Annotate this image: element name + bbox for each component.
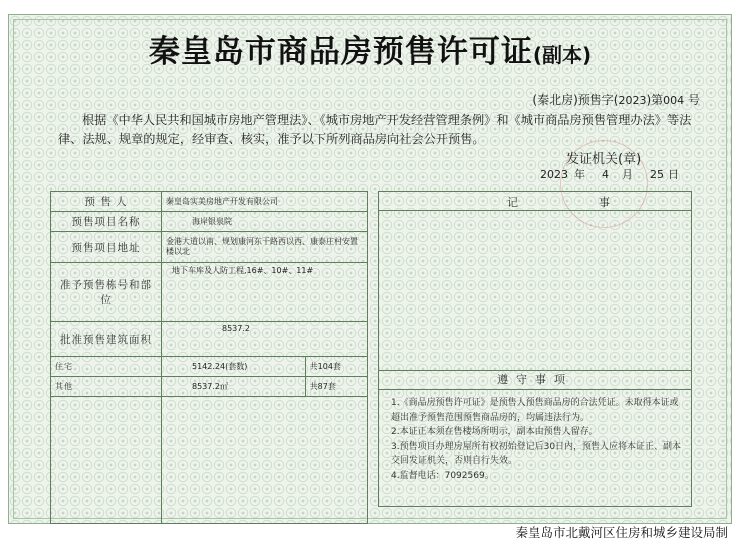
- note-item: 3.预售项目办理房屋所有权初始登记后30日内，预售人应将本证正、副本交回发证机关，否则自行失效。: [391, 441, 682, 466]
- document-number: [532, 91, 700, 108]
- footer-issuer: 秦皇岛市北戴河区住房和城乡建设局制: [515, 525, 728, 540]
- note-item: 4.监督电话：7092569。: [391, 470, 494, 481]
- preamble-text: 根据《中华人民共和国城市房地产管理法》、《城市房地产开发经营管理条例》和《城市商品房预售管理办法》等法律、法规、规章的规定，经审查、核实，准予以下所列商品房向社会公开预售。: [58, 113, 692, 146]
- table-row: [51, 192, 368, 212]
- table-row: [51, 397, 368, 524]
- field-value: 8537.2㎡: [162, 377, 306, 397]
- table-row: [51, 232, 368, 263]
- remarks-box: [378, 191, 692, 507]
- remarks-header-right: 事: [599, 196, 610, 209]
- field-label: 其他: [51, 377, 162, 397]
- field-value: 地下车库及人防工程,16#、10#、11#: [162, 263, 368, 322]
- field-label: 批准预售建筑面积: [51, 322, 162, 357]
- doc-no-mid: )第: [646, 93, 664, 107]
- notes-list: [391, 396, 683, 483]
- field-value: 秦皇岛实美房地产开发有限公司: [162, 192, 368, 212]
- field-label: 预 售 人: [51, 192, 162, 212]
- title-main: 秦皇岛市商品房预售许可证: [148, 34, 533, 70]
- issuing-authority: 发证机关(章): [566, 152, 642, 167]
- field-label: 准予预售栋号和部位: [51, 263, 162, 322]
- table-row: [51, 377, 368, 397]
- field-label: 预售项目名称: [51, 212, 162, 232]
- field-value: 海岸银泉院: [162, 212, 368, 232]
- issue-month-label: 月: [622, 168, 633, 181]
- field-label: 住宅: [51, 357, 162, 377]
- remarks-header-left: 记: [507, 196, 518, 209]
- issue-day: 25: [650, 168, 664, 181]
- table-row: [51, 212, 368, 232]
- sale-details-table: [50, 191, 368, 524]
- doc-no-number: 004: [663, 94, 685, 107]
- issue-date: [540, 166, 679, 182]
- doc-no-year: 2023: [618, 94, 647, 107]
- empty-cell: [51, 397, 162, 524]
- issue-year-label: 年: [574, 168, 585, 181]
- field-extra: 共104套: [305, 357, 367, 377]
- field-value: 金港大道以南、规划康河东干路西以西、康泰庄村安置楼以北: [162, 232, 368, 263]
- issue-day-label: 日: [668, 168, 679, 181]
- title-sub: (副本): [532, 43, 592, 67]
- issue-year: 2023: [540, 168, 568, 181]
- empty-cell: [162, 397, 368, 524]
- field-label: 预售项目地址: [51, 232, 162, 263]
- table-row: [51, 263, 368, 322]
- notes-title: 遵守事项: [379, 370, 691, 390]
- remarks-header: [379, 192, 691, 211]
- note-item: 1.《商品房预售许可证》是预售人预售商品房的合法凭证。未取得本证或超出准予预售范围预售商品房的，均属违法行为。: [391, 398, 679, 423]
- note-item: 2.本证正本须在售楼场所明示，副本由预售人留存。: [391, 427, 598, 437]
- table-row: [51, 357, 368, 377]
- doc-no-suffix: 号: [687, 93, 700, 107]
- issue-month: 4: [602, 168, 609, 181]
- field-value: 5142.24(套数): [162, 357, 306, 377]
- table-row: [51, 322, 368, 357]
- certificate-title: [0, 26, 740, 71]
- field-value: 8537.2: [162, 322, 368, 357]
- doc-no-prefix: (秦北房)预售字(: [532, 93, 619, 107]
- field-extra: 共87套: [305, 377, 367, 397]
